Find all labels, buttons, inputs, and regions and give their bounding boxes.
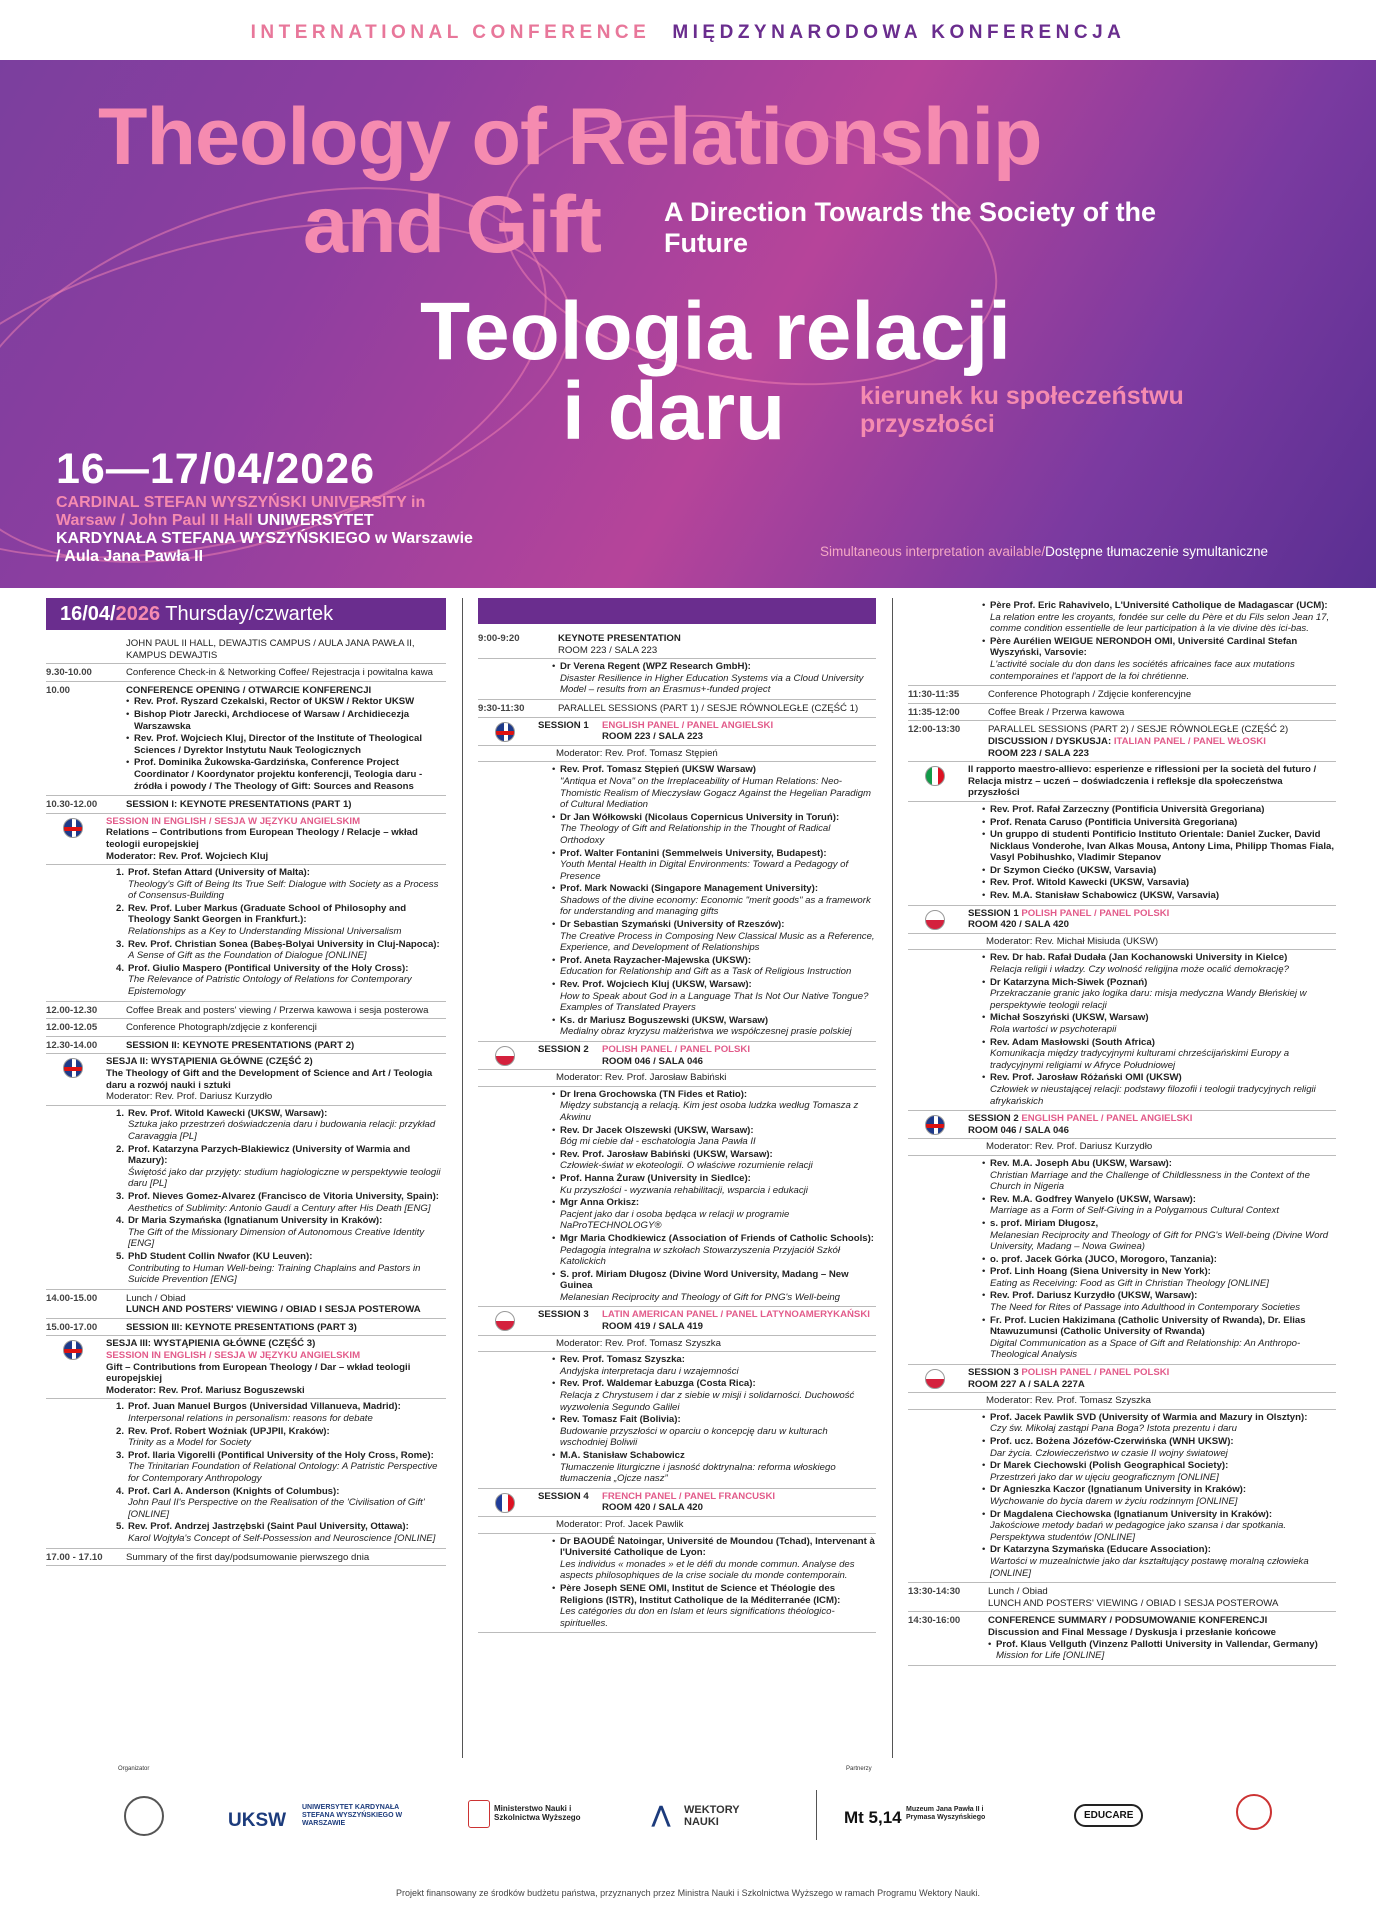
schedule-row: 14.00-15.00 Lunch / Obiad LUNCH AND POSTERS' VIEWING / OBIAD I SESJA POSTEROWA [46, 1290, 446, 1319]
session-block: SESJA III: WYSTĄPIENIA GŁÓWNE (CZĘŚĆ 3) SESSION IN ENGLISH / SESJA W JĘZYKU ANGIELSKIM Gift – Contributions from European Theology / Dar – wkład teologii europejskiej Moderator: Rev. Prof. Mariusz Boguszewski [46, 1336, 446, 1399]
speaker-item: • Dr Marek Ciechowski (Polish Geographical Society): Przestrzeń jako dar w ujęciu geograficznym [ONLINE] [990, 1460, 1336, 1483]
column-divider [462, 598, 463, 1758]
speaker-item: • Rev. Prof. Dariusz Kurzydło (UKSW, Warsaw): The Need for Rites of Passage into Adulthood in Contemporary Societies [990, 1290, 1336, 1313]
speaker-item: • S. prof. Miriam Długosz (Divine Word University, Madang – New Guinea Melanesian Reciprocity and Theology of Gift for PNG's Well-being [560, 1269, 876, 1304]
speaker-item: • Prof. Linh Hoang (Siena University in New York): Eating as Receiving: Food as Gift in Christian Theology [ONLINE] [990, 1266, 1336, 1289]
list-item: • Rev. Prof. Witold Kawecki (UKSW, Varsavia) [990, 877, 1336, 889]
session-block: SESSION 2 ENGLISH PANEL / PANEL ANGIELSKI ROOM 046 / SALA 046 [908, 1111, 1336, 1139]
moderator: Moderator: Rev. Prof. Dariusz Kurzydło [908, 1139, 1336, 1156]
france-flag-icon [495, 1493, 515, 1513]
speaker-item: 4. Dr Maria Szymańska (Ignatianum University in Kraków): The Gift of the Missionary Dimension of Autonomous Creative Identity [ENG] [128, 1215, 446, 1250]
speaker-list [908, 802, 1336, 906]
speaker-item: • Rev. M.A. Joseph Abu (UKSW, Warsaw): Christian Marriage and the Challenge of Childlessness in the Context of the Church in Nigeria [990, 1158, 1336, 1193]
title-en: Theology of Relationship and Gift [98, 92, 1042, 270]
speaker-item: • Dr Irena Grochowska (TN Fides et Ratio): Między substancją a relacją. Kim jest osoba ludzka według Tomasza z Akwinu [560, 1089, 876, 1124]
italy-flag-icon [925, 766, 945, 786]
interpretation-note: Simultaneous interpretation available/Dostępne tłumaczenie symultaniczne [819, 544, 1268, 559]
speaker-item: • M.A. Stanisław Schabowicz Tłumaczenie liturgiczne i jasność doktrynalna: reforma włoskiego tłumaczenia „Ojcze nasz” [560, 1450, 876, 1485]
speaker-list [46, 865, 446, 1002]
funding-disclaimer: Projekt finansowany ze środków budżetu państwa, przyznanych przez Ministra Nauki i Szkolnictwa Wyższego w ramach Programu Wektory Nauki. [396, 1888, 980, 1898]
list-item: • Un gruppo di studenti Pontificio Instituto Orientale: Daniel Zucker, David Nicklaus Vonderohe, Ivan Alkas Mousa, Antony Lima, Philipp Thomas Fiala, Vasyl Pobihushko, Vladimir Stepanov [990, 829, 1336, 864]
uksw-full-name: UNIWERSYTET KARDYNAŁA STEFANA WYSZYŃSKIEGO W WARSZAWIE [302, 1804, 403, 1827]
speaker-item: • Dr Katarzyna Szymańska (Educare Association): Wartości w muzealnictwie jako dar kształtujący postawę moralną człowieka [ONLINE] [990, 1544, 1336, 1579]
speaker-item: • Père Joseph SENE OMI, Institut de Science et Théologie des Religions (ISTR), Institut Catholique de la Méditerranée (ICM): Les catégories du don en Islam et leurs significations théologico-spirituelles. [560, 1583, 876, 1629]
speaker-list [908, 1410, 1336, 1583]
speaker-item: • Rev. M.A. Godfrey Wanyelo (UKSW, Warsaw): Marriage as a Form of Self-Giving in a Polygamous Cultural Context [990, 1194, 1336, 1217]
poland-flag-icon [925, 910, 945, 930]
speaker-list [478, 1534, 876, 1634]
conference-date: 16—17/04/2026 [56, 445, 376, 493]
list-item: • Rev. M.A. Stanisław Schabowicz (UKSW, Varsavia) [990, 890, 1336, 902]
list-item: • Rev. Prof. Wojciech Kluj, Director of the Institute of Theological Sciences / Dyrektor Instytutu Nauk Teologicznych [134, 733, 444, 756]
speaker-item: 1. Prof. Juan Manuel Burgos (Universidad Villanueva, Madrid): Interpersonal relations in personalism: reasons for debate [128, 1401, 446, 1424]
speaker-item: 2. Prof. Katarzyna Parzych-Blakiewicz (University of Warmia and Mazury): Świętość jako dar przyjęty: studium hagiologiczne w perspektywie teologii daru [PL] [128, 1144, 446, 1190]
speaker-item: • Rev. Dr Jacek Olszewski (UKSW, Warsaw): Bóg mi ciebie dał - eschatologia Jana Pawła II [560, 1125, 876, 1148]
uk-flag-icon [925, 1115, 945, 1135]
speaker-list [908, 598, 1336, 686]
speaker-item: • Mgr Anna Orkisz: Pacjent jako dar i osoba będąca w relacji w programie NaProTECHNOLOGY® [560, 1197, 876, 1232]
schedule-row: JOHN PAUL II HALL, DEWAJTIS CAMPUS / AULA JANA PAWŁA II, KAMPUS DEWAJTIS [46, 635, 446, 664]
speaker-item: • o. prof. Jacek Górka (JUCO, Morogoro, Tanzania): [990, 1254, 1336, 1266]
speaker-item: 5. Rev. Prof. Andrzej Jastrzębski (Saint Paul University, Ottawa): Karol Wojtyła's Concept of Self-Possession and Neuroscience [ONLINE] [128, 1521, 446, 1544]
speaker-list [478, 762, 876, 1042]
list-item: • Dr Szymon Ciećko (UKSW, Varsavia) [990, 865, 1336, 877]
speaker-item: • Dr Verena Regent (WPZ Research GmbH): Disaster Resilience in Higher Education Systems via a Cloud University Model – results from an Erasmus+-funded project [560, 661, 876, 696]
speaker-item: • Dr Jan Wółkowski (Nicolaus Copernicus University in Toruń): The Theology of Gift and Relationship in the Thought of Radical Orthodoxy [560, 812, 876, 847]
session-block: SESSION 1 ENGLISH PANEL / PANEL ANGIELSKI ROOM 223 / SALA 223 [478, 718, 876, 746]
schedule-row: 11:35-12:00 Coffee Break / Przerwa kawowa [908, 704, 1336, 722]
session-block: SESJA II: WYSTĄPIENIA GŁÓWNE (CZĘŚĆ 2) The Theology of Gift and the Development of Science and Art / Teologia daru a rozwój nauki i sztuki Moderator: Rev. Prof. Dariusz Kurzydło [46, 1054, 446, 1105]
list-item: • Rev. Prof. Rafał Zarzeczny (Pontificia Università Gregoriana) [990, 804, 1336, 816]
schedule-row: 11:30-11:35 Conference Photograph / Zdjęcie konferencyjne [908, 686, 1336, 704]
speaker-item: • Père Prof. Eric Rahavivelo, L'Université Catholique de Madagascar (UCM): La relation entre les croyants, fondée sur celle du Père et du Fils selon Jean 17, comme condition essentielle de leur participation à la vie divine dès ici-bas. [990, 600, 1336, 635]
speaker-list [908, 950, 1336, 1111]
speaker-item: • Prof. Klaus Vellguth (Vinzenz Pallotti University in Vallendar, Germany) Mission for Life [ONLINE] [996, 1639, 1334, 1662]
list-item: • Bishop Piotr Jarecki, Archdiocese of Warsaw / Archidiecezja Warszawska [134, 709, 444, 732]
uk-flag-icon [63, 818, 83, 838]
schedule-row: 12:00-13:30 PARALLEL SESSIONS (PART 2) / SESJE RÓWNOLEGŁE (CZĘŚĆ 2) DISCUSSION / DYSKUSJA: ITALIAN PANEL / PANEL WŁOSKI ROOM 223 / SALA 223 [908, 721, 1336, 762]
moderator: Moderator: Rev. Prof. Jarosław Babiński [478, 1070, 876, 1087]
poland-flag-icon [495, 1311, 515, 1331]
day2-column-2 [908, 598, 1336, 1666]
speaker-item: • Michał Soszyński (UKSW, Warsaw) Rola wartości w psychoterapii [990, 1012, 1336, 1035]
uk-flag-icon [495, 722, 515, 742]
speaker-item: 4. Prof. Carl A. Anderson (Knights of Columbus): John Paul II's Perspective on the Realisation of the 'Civilisation of Gift' [ONLINE] [128, 1486, 446, 1521]
day2-header [478, 598, 876, 624]
speaker-item: • Dr Katarzyna Mich-Siwek (Poznań) Przekraczanie granic jako logika daru: misja medyczna Wandy Błeńskiej w perspektywie teologii relacji [990, 977, 1336, 1012]
speaker-item: 3. Prof. Ilaria Vigorelli (Pontifical University of the Holy Cross, Rome): The Trinitarian Foundation of Relational Ontology: A Patristic Perspective for Contemporary Anthropology [128, 1450, 446, 1485]
speaker-item: 3. Prof. Nieves Gomez-Alvarez (Francisco de Vitoria University, Spain): Aesthetics of Sublimity: Antonio Gaudí a Century after His Death [ENG] [128, 1191, 446, 1214]
partners-divider [816, 1790, 817, 1840]
poland-flag-icon [495, 1046, 515, 1066]
session-block: SESSION IN ENGLISH / SESJA W JĘZYKU ANGIELSKIM Relations – Contributions from European Theology / Relacje – wkład teologii europejskiej Moderator: Rev. Prof. Wojciech Kluj [46, 814, 446, 865]
wektory-logo: WEKTORY NAUKI [684, 1804, 740, 1828]
schedule-row: 17.00 - 17.10 Summary of the first day/podsumowanie pierwszego dnia [46, 1549, 446, 1567]
column-divider [892, 598, 893, 1758]
speaker-item: • Dr BAOUDÉ Natoingar, Université de Moundou (Tchad), Intervenant à l'Université Catholique de Lyon: Les individus « monades » et le défi du monde commun. Analyse des aspects philosophiques de la crise sociale du monde contemporain. [560, 1536, 876, 1582]
title-pl: Teologia relacji i daru [420, 286, 1011, 457]
speaker-item: • Prof. Aneta Rayzacher-Majewska (UKSW): Education for Relationship and Gift as a Task of Religious Instruction [560, 955, 876, 978]
speaker-item: • s. prof. Miriam Długosz, Melanesian Reciprocity and Theology of Gift for PNG's Well-being (Divine Word University, Madang – Nowa Gwinea) [990, 1218, 1336, 1253]
speaker-item: • Mgr Maria Chodkiewicz (Association of Friends of Catholic Schools): Pedagogia integralna w szkołach Stowarzyszenia Przyjaciół Szkół Katolickich [560, 1233, 876, 1268]
speaker-list [46, 1106, 446, 1290]
speaker-item: • Prof. ucz. Bożena Józefów-Czerwińska (WNH UKSW): Dar życia. Człowieczeństwo w czasie II wojny światowej [990, 1436, 1336, 1459]
speaker-item: • Prof. Mark Nowacki (Singapore Management University): Shadows of the divine economy: Economic "merit goods" as a framework for understanding and managing gifts [560, 883, 876, 918]
list-item: • Rev. Prof. Ryszard Czekalski, Rector of UKSW / Rektor UKSW [134, 696, 444, 708]
uk-flag-icon [63, 1340, 83, 1360]
speaker-list [478, 1352, 876, 1489]
moderator: Moderator: Rev. Prof. Tomasz Stępień [478, 746, 876, 763]
speaker-item: • Prof. Hanna Żuraw (University in Siedlce): Ku przyszłości - wyzwania rehabilitacji, wsparcia i edukacji [560, 1173, 876, 1196]
speaker-item: 1. Prof. Stefan Attard (University of Malta): Theology's Gift of Being Its True Self: Dialogue with Society as a Process of Consensus-Building [128, 867, 446, 902]
speaker-item: • Rev. Prof. Wojciech Kluj (UKSW, Warsaw): How to Speak about God in a Language That Is Not Our Native Tongue? Examples of Translated Prayers [560, 979, 876, 1014]
subtitle-pl: kierunek ku społeczeństwu przyszłości [860, 382, 1184, 438]
speaker-list [478, 1087, 876, 1308]
speaker-item: • Rev. Tomasz Fait (Bolivia): Budowanie przyszłości w oparciu o koncepcję daru w kulturach wschodniej Boliwii [560, 1414, 876, 1449]
speaker-item: 1. Rev. Prof. Witold Kawecki (UKSW, Warsaw): Sztuka jako przestrzeń doświadczenia daru i budowania relacji: przykład Caravaggia [PL] [128, 1108, 446, 1143]
session-block: SESSION 4 FRENCH PANEL / PANEL FRANCUSKI ROOM 420 / SALA 420 [478, 1489, 876, 1517]
schedule-row: 9:30-11:30 PARALLEL SESSIONS (PART 1) / SESJE RÓWNOLEGŁE (CZĘŚĆ 1) [478, 700, 876, 718]
speaker-item: • Père Aurélien WEIGUE NERONDOH OMI, Université Cardinal Stefan Wyszyński, Varsovie: L'activité sociale du don dans les sociétés africaines face aux mutations contemporaines et l'apport de la foi chrétienne. [990, 636, 1336, 682]
speaker-item: • Dr Magdalena Ciechowska (Ignatianum University in Kraków): Jakościowe metody badań w pedagogice jako szansa i dar spotkania. Perspektywa studentów [ONLINE] [990, 1509, 1336, 1544]
speaker-item: • Rev. Adam Masłowski (South Africa) Komunikacja między tradycyjnymi kulturami chrześcijańskimi Europy a tradycyjnymi religiami w Afryce Południowej [990, 1037, 1336, 1072]
moderator: Moderator: Prof. Jacek Pawlik [478, 1517, 876, 1534]
venue: CARDINAL STEFAN WYSZYŃSKI UNIVERSITY in Warsaw / John Paul II Hall UNIWERSYTET KARDYNAŁA STEFANA WYSZYŃSKIEGO w Warszawie / Aula Jana Pawła II [56, 494, 473, 565]
crest-logo [124, 1796, 164, 1836]
moderator: Moderator: Rev. Michał Misiuda (UKSW) [908, 934, 1336, 951]
speaker-item: • Rev. Prof. Tomasz Stępień (UKSW Warsaw) "Antiqua et Nova" on the Irreplaceability of Human Relations: Neo-Thomistic Realism of Mieczysław Gogacz Against the Hegelian Paradigm of Cultural Mediation [560, 764, 876, 810]
speaker-item: • Prof. Jacek Pawlik SVD (University of Warmia and Mazury in Olsztyn): Czy św. Mikołaj zastąpi Pana Boga? Istota prezentu i daru [990, 1412, 1336, 1435]
schedule-row: 12.30-14.00 SESSION II: KEYNOTE PRESENTATIONS (PART 2) [46, 1037, 446, 1055]
moderator: Moderator: Rev. Prof. Tomasz Szyszka [908, 1393, 1336, 1410]
intl-pl: MIĘDZYNARODOWA KONFERENCJA [672, 22, 1126, 43]
speaker-item: • Fr. Prof. Lucien Hakizimana (Catholic University of Rwanda), Dr. Elias Ntawuzumunsi (Catholic University of Rwanda) Digital Communication as a Space of Gift and Relationship: An Anthropo-Theological Analysis [990, 1315, 1336, 1361]
speaker-list [46, 1399, 446, 1548]
ministry-eagle-icon [468, 1800, 490, 1828]
footer [0, 1764, 1376, 1884]
schedule-row: 9.30-10.00 Conference Check-in & Networking Coffee/ Rejestracja i powitalna kawa [46, 664, 446, 682]
schedule-row: 12.00-12.05 Conference Photograph/zdjęcie z konferencji [46, 1019, 446, 1037]
speaker-item: 4. Prof. Giulio Maspero (Pontifical University of the Holy Cross): The Relevance of Patristic Ontology of Relations for Contemporary Epistemology [128, 963, 446, 998]
speaker-item: • Ks. dr Mariusz Boguszewski (UKSW, Warsaw) Medialny obraz kryzysu małżeństwa we współczesnej prasie polskiej [560, 1015, 876, 1038]
intl-en: INTERNATIONAL CONFERENCE [250, 22, 651, 43]
schedule-row: 13:30-14:30 Lunch / Obiad LUNCH AND POSTERS' VIEWING / OBIAD I SESJA POSTEROWA [908, 1583, 1336, 1612]
hero-banner [0, 60, 1376, 588]
uksw-logo: UKSW [228, 1810, 287, 1831]
wektory-icon: ⋀ [652, 1802, 671, 1827]
speaker-item: • Dr Agnieszka Kaczor (Ignatianum University in Kraków): Wychowanie do bycia darem w życiu rodzinnym [ONLINE] [990, 1484, 1336, 1507]
speaker-item: • Rev. Prof. Jarosław Różański OMI (UKSW) Człowiek w nieustającej relacji: podstawy filozofii i teologii tradycyjnych religii afrykańskich [990, 1072, 1336, 1107]
speaker-item: • Dr Sebastian Szymański (University of Rzeszów): The Creative Process in Composing New Classical Music as a Reference, Experience, and Development of Relationships [560, 919, 876, 954]
list-item: • Prof. Renata Caruso (Pontificia Università Gregoriana) [990, 817, 1336, 829]
session-block: SESSION 3 LATIN AMERICAN PANEL / PANEL LATYNOAMERYKAŃSKI ROOM 419 / SALA 419 [478, 1307, 876, 1335]
speaker-item: • Rev. Prof. Jarosław Babiński (UKSW, Warsaw): Człowiek-świat w ekoteologii. O właściwe rozumienie relacji [560, 1149, 876, 1172]
moderator: Moderator: Rev. Prof. Tomasz Szyszka [478, 1336, 876, 1353]
speaker-list [478, 659, 876, 700]
conference-label [0, 22, 1376, 44]
speaker-item: 2. Rev. Prof. Luber Markus (Graduate School of Philosophy and Theology Sankt Georgen in Frankfurt.): Relationships as a Key to Understanding Missional Universalism [128, 903, 446, 938]
schedule-row: 9:00-9:20 KEYNOTE PRESENTATION ROOM 223 / SALA 223 [478, 630, 876, 659]
poland-flag-icon [925, 1369, 945, 1389]
institute-seal-icon [1236, 1794, 1272, 1830]
subtitle-en: A Direction Towards the Society of the Future [664, 197, 1157, 258]
partners-label: Partnerzy [846, 1766, 872, 1772]
speaker-item: • Prof. Walter Fontanini (Semmelweis University, Budapest): Youth Mental Health in Digital Environments: Toward a Pedagogy of Presence [560, 848, 876, 883]
list-item: • Prof. Dominika Żukowska-Gardzińska, Conference Project Coordinator / Koordynator projektu konferencji, Teologia daru - źródła i powody / The Theology of Gift: Sources and Reasons [134, 757, 444, 792]
session-block: Il rapporto maestro-allievo: esperienze e riflessioni per la società del futuro / Relacja mistrz – uczeń – doświadczenia i refleksje dla społeczeństwa przyszłości [908, 762, 1336, 802]
schedule-row: 15.00-17.00 SESSION III: KEYNOTE PRESENTATIONS (PART 3) [46, 1319, 446, 1337]
day1-column [46, 598, 446, 1566]
day1-header: 16/04/2026 Thursday/czwartek [46, 598, 446, 630]
mt-logo: Mt 5,14 [844, 1808, 902, 1827]
speaker-item: 5. PhD Student Collin Nwafor (KU Leuven): Contributing to Human Well-being: Training Chaplains and Pastors in Suicide Prevention [ENG] [128, 1251, 446, 1286]
organizer-label: Organizator [118, 1766, 150, 1772]
day2-column-1 [478, 598, 876, 1633]
speaker-item: 2. Rev. Prof. Robert Woźniak (UPJPII, Kraków): Trinity as a Model for Society [128, 1426, 446, 1449]
session-block: SESSION 2 POLISH PANEL / PANEL POLSKI ROOM 046 / SALA 046 [478, 1042, 876, 1070]
ministry-logo: Ministerstwo Nauki i Szkolnictwa Wyższego [494, 1804, 581, 1822]
schedule-row: 10.30-12.00 SESSION I: KEYNOTE PRESENTATIONS (PART 1) [46, 796, 446, 814]
schedule-row: 10.00 CONFERENCE OPENING / OTWARCIE KONFERENCJI • Rev. Prof. Ryszard Czekalski, Rector of UKSW / Rektor UKSW • Bishop Piotr Jarecki, Archdiocese of Warsaw / Archidiecezja Warszawska • Rev. Prof. Wojciech Kluj, Director of the Institute of Theological Sciences / Dyrektor Instytutu Nauk Teologicznych • Prof. Dominika Żukowska-Gardzińska, Conference Project Coordinator / Koordynator projektu konferencji, Teologia daru - źródła i powody / The Theology of Gift: Sources and Reasons [46, 682, 446, 796]
museum-logo: Muzeum Jana Pawła II i Prymasa Wyszyńskiego [906, 1806, 986, 1821]
educare-logo: EDUCARE [1074, 1804, 1143, 1827]
session-block: SESSION 1 POLISH PANEL / PANEL POLSKI ROOM 420 / SALA 420 [908, 906, 1336, 934]
speaker-list [908, 1156, 1336, 1365]
session-block: SESSION 3 POLISH PANEL / PANEL POLSKI ROOM 227 A / SALA 227A [908, 1365, 1336, 1393]
schedule-row: 14:30-16:00 CONFERENCE SUMMARY / PODSUMOWANIE KONFERENCJI Discussion and Final Message / Dyskusja i przesłanie końcowe • Prof. Klaus Vellguth (Vinzenz Pallotti University in Vallendar, Germany) Mission for Life [ONLINE] [908, 1612, 1336, 1665]
schedule-row: 12.00-12.30 Coffee Break and posters' viewing / Przerwa kawowa i sesja posterowa [46, 1002, 446, 1020]
speaker-item: • Rev. Dr hab. Rafał Dudała (Jan Kochanowski University in Kielce) Relacja religii i władzy. Czy wolność religijna może ocalić demokrację? [990, 952, 1336, 975]
uk-flag-icon [63, 1058, 83, 1078]
speaker-item: • Rev. Prof. Tomasz Szyszka: Andyjska interpretacja daru i wzajemności [560, 1354, 876, 1377]
speaker-item: • Rev. Prof. Waldemar Łabuzga (Costa Rica): Relacja z Chrystusem i dar z siebie w misji i solidarności. Duchowość wyzwolenia Segundo Galilei [560, 1378, 876, 1413]
speaker-item: 3. Rev. Prof. Christian Sonea (Babeș-Bolyai University in Cluj-Napoca): A Sense of Gift as the Foundation of Dialogue [ONLINE] [128, 939, 446, 962]
